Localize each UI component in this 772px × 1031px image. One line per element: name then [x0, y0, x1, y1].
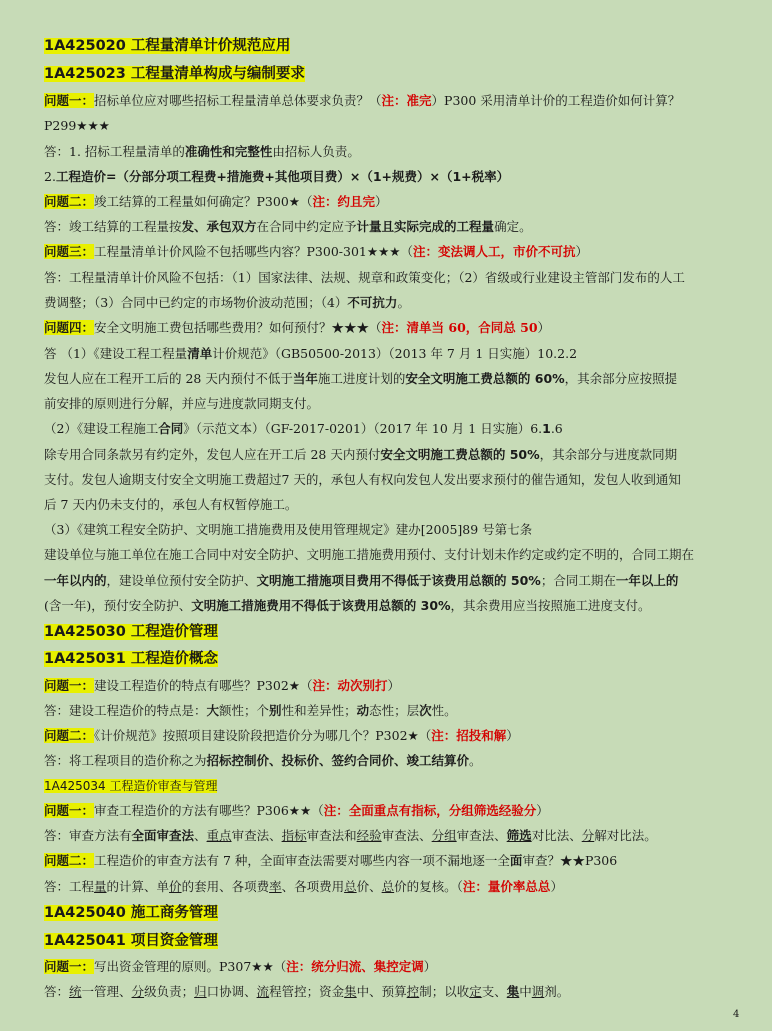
bold-text: 安全文明施工费总额的 60% [405, 371, 565, 386]
text-span: 答：审查方法有 [44, 828, 132, 843]
question-label: 问题一： [44, 803, 95, 818]
underlined-text: 归 [194, 984, 207, 999]
answer-line [44, 294, 756, 311]
bold-text: 当年 [292, 371, 318, 386]
text-span: 答 （1）《建设工程工程量 [44, 346, 188, 361]
subsection-heading [44, 932, 756, 950]
text-span: 前安排的原则进行分解，并应与进度款同期支付。 [44, 396, 320, 411]
question-line [44, 319, 756, 336]
bold-text: 次 [419, 703, 432, 718]
text-span: 审查法、 [456, 828, 507, 843]
bold-text: 发、承包双方 [181, 219, 257, 234]
section-heading [44, 37, 756, 55]
text-span: 制；以收 [419, 984, 470, 999]
bold-text: 文明施工措施费用不得低于该费用总额的 30% [191, 598, 451, 613]
question-text: 《计价规范》按照项目建设阶段把造价分为哪几个？P302★（ [94, 728, 432, 743]
text-span: 答：工程 [44, 879, 95, 894]
question-line [44, 92, 756, 109]
text-span: 答：将工程项目的造价称之为 [44, 753, 207, 768]
text-span: 答：1. 招标工程量清单的 [44, 144, 185, 159]
question-text: ） [375, 194, 388, 209]
question-line [44, 193, 756, 210]
bold-text: 动 [356, 703, 370, 718]
answer-line [44, 878, 756, 895]
text-span: 性和差异性； [281, 703, 357, 718]
heading-text: 1A425034 工程造价审查与管理 [44, 779, 218, 793]
question-text: ） [506, 728, 519, 743]
subsection-heading [44, 650, 756, 668]
text-span: 答：竣工结算的工程量按 [44, 219, 182, 234]
page-number: 4 [733, 1009, 740, 1020]
question-text: 竣工结算的工程量如何确定？P300★（ [94, 194, 313, 209]
text-span: 口协调、 [206, 984, 257, 999]
question-text: ） [536, 803, 549, 818]
text-span: 、各项费用 [281, 879, 345, 894]
text-span: 价、 [356, 879, 382, 894]
answer-line [44, 471, 756, 488]
mnemonic-note: 注：动次别打 [312, 678, 388, 693]
question-label: 问题一： [44, 678, 95, 693]
question-label: 问题一： [44, 959, 95, 974]
text-span: 建设单位与施工单位在施工合同中对安全防护、文明施工措施费用预付、支付计划未作约定或约定不明的，合同工期在 [44, 547, 695, 562]
text-span: 的套用、各项费 [181, 879, 270, 894]
text-span: 价的复核。（ [394, 879, 463, 894]
section-heading [44, 623, 756, 641]
text-span: 除专用合同条款另有约定外，发包人应在开工后 28 天内预付 [44, 447, 381, 462]
question-text: ） [387, 678, 401, 693]
heading-text: 1A425030 工程造价管理 [44, 624, 218, 640]
mnemonic-note: 注：准完 [381, 93, 432, 108]
bold-text: 文明施工措施项目费用不得低于该费用总额的 50% [256, 573, 541, 588]
text-span: 性。 [431, 703, 457, 718]
text-span: 答：建设工程造价的特点是： [44, 703, 207, 718]
underlined-text: 总 [344, 879, 357, 894]
text-span: 一管理、 [81, 984, 132, 999]
text-span: 由招标人负责。 [272, 144, 360, 159]
text-line [44, 117, 756, 134]
answer-line [44, 572, 756, 589]
text-span: 确定。 [494, 219, 532, 234]
question-text: 招标单位应对哪些招标工程量清单总体要求负责？（ [94, 93, 382, 108]
heading-text: 1A425023 工程量清单构成与编制要求 [44, 66, 305, 82]
question-text: 审查工程造价的方法有哪些？P306★★（ [94, 803, 324, 818]
mnemonic-note: 注：统分归流、集控定调 [286, 959, 424, 974]
mnemonic-note: 注：约且完 [312, 194, 376, 209]
bold-underlined-text: 筛选 [506, 828, 532, 843]
text-span: 额性；个 [219, 703, 270, 718]
question-text: 建设工程造价的特点有哪些？P302★（ [94, 678, 313, 693]
bold-text: 全面审查法 [131, 828, 195, 843]
text-span: 2. [44, 169, 56, 184]
question-line [44, 243, 756, 260]
mnemonic-note: 注：招投和解 [431, 728, 507, 743]
question-label: 问题四： [44, 320, 95, 335]
heading-text: 1A425040 施工商务管理 [44, 905, 218, 921]
underlined-text: 分组 [431, 828, 457, 843]
answer-line [44, 827, 756, 844]
answer-line [44, 395, 756, 412]
bold-text: 别 [269, 703, 282, 718]
text-span: 支付。发包人逾期支付安全文明施工费超过7 天的，承包人有权向发包人发出要求预付的催告通知，发包人收到通知 [44, 472, 681, 487]
bold-text: 清单 [187, 346, 213, 361]
text-span: P299★★★ [44, 118, 110, 133]
heading-text: 1A425020 工程量清单计价规范应用 [44, 38, 291, 54]
answer-line [44, 546, 756, 563]
text-span: 中 [519, 984, 532, 999]
bold-text: 准确性和完整性 [184, 144, 273, 159]
mnemonic-note: 注：清单当 60，合同总 50 [381, 320, 538, 335]
question-text: 工程量清单计价风险不包括哪些内容？P300-301★★★（ [94, 244, 413, 259]
bold-text: 1 [542, 421, 551, 436]
question-text: 安全文明施工费包括哪些费用？如何预付？★★★（ [94, 320, 382, 335]
bold-text: 一年以内的 [44, 573, 107, 588]
text-span: 答： [44, 984, 70, 999]
heading-text: 1A425031 工程造价概念 [44, 651, 218, 667]
mnemonic-note: 注：全面重点有指标，分组筛选经验分 [323, 803, 537, 818]
bold-text: 大 [206, 703, 220, 718]
answer-line [44, 496, 756, 513]
text-span: ） [550, 879, 563, 894]
underlined-text: 总 [381, 879, 395, 894]
answer-line [44, 168, 756, 185]
text-span: 对比法、 [531, 828, 582, 843]
answer-line [44, 269, 756, 286]
question-line [44, 727, 756, 744]
answer-line [44, 597, 756, 614]
text-span: ，其余部分与进度款同期 [539, 447, 678, 462]
underlined-text: 经验 [356, 828, 382, 843]
question-line [44, 958, 756, 975]
answer-line [44, 143, 756, 160]
underlined-text: 分 [131, 984, 145, 999]
section-heading [44, 904, 756, 922]
text-span: 支、 [481, 984, 507, 999]
bold-text: 计量且实际完成的工程量 [356, 219, 495, 234]
underlined-text: 调 [531, 984, 545, 999]
text-span: 审查法、 [381, 828, 432, 843]
answer-line [44, 702, 756, 719]
answer-line [44, 752, 756, 769]
subsection-heading [44, 777, 756, 795]
text-span: 审查法和 [306, 828, 357, 843]
text-span: 。 [469, 753, 482, 768]
bold-text: 不可抗力 [347, 295, 398, 310]
question-line [44, 852, 756, 869]
answer-line [44, 983, 756, 1000]
text-span: 的计算、单 [106, 879, 170, 894]
question-text: ） [537, 320, 551, 335]
text-span: ，其余部分应按照提 [564, 371, 678, 386]
bold-text: 合同 [158, 421, 184, 436]
question-text: 工程造价的审查方法有 7 种，全面审查法需要对哪些内容一项不漏地逐一全 [94, 853, 510, 868]
underlined-text: 重点 [206, 828, 232, 843]
question-text: ） [423, 959, 437, 974]
answer-line [44, 370, 756, 387]
text-span: 审查法、 [231, 828, 282, 843]
underlined-text: 量 [94, 879, 107, 894]
answer-line [44, 521, 756, 538]
text-span: （2）《建设工程施工 [44, 421, 159, 436]
text-span: 答：工程量清单计价风险不包括：（1）国家法律、法规、规章和政策变化；（2）省级或行业建设主管部门发布的人工 [44, 270, 685, 285]
answer-line [44, 345, 756, 362]
question-label: 问题三： [44, 244, 95, 259]
text-span: 发包人应在工程开工后的 28 天内预付不低于 [44, 371, 293, 386]
question-label: 问题二： [44, 728, 95, 743]
text-span: 、 [194, 828, 207, 843]
text-span: 。 [397, 295, 410, 310]
underlined-text: 集 [344, 984, 357, 999]
answer-line [44, 446, 756, 463]
bold-text: 招标控制价、投标价、签约合同价、竣工结算价 [206, 753, 470, 768]
text-span: 中、预算 [356, 984, 407, 999]
text-span: 费调整；（3）合同中已约定的市场物价波动范围；（4） [44, 295, 348, 310]
question-text: 审查？★★P306 [522, 853, 618, 868]
text-span: 后 7 天内仍未支付的，承包人有权暂停施工。 [44, 497, 298, 512]
text-span: (含一年)，预付安全防护、 [44, 598, 192, 613]
underlined-text: 指标 [281, 828, 307, 843]
bold-text: 一年以上的 [615, 573, 679, 588]
text-span: ，建设单位预付安全防护、 [106, 573, 257, 588]
text-span: ；合同工期在 [540, 573, 616, 588]
underlined-text: 价 [169, 879, 182, 894]
text-span: 》（示范文本）（GF-2017-0201）（2017 年 10 月 1 日实施）6. [183, 421, 543, 436]
underlined-text: 流 [256, 984, 270, 999]
text-span: 在合同中约定应予 [256, 219, 357, 234]
underlined-text: 控 [406, 984, 420, 999]
question-text: ） [575, 244, 589, 259]
question-line [44, 802, 756, 819]
bold-text: 面 [509, 853, 523, 868]
underlined-text: 统 [69, 984, 82, 999]
text-span: 计价规范》（GB50500-2013）（2013 年 7 月 1 日实施）10.2.2 [212, 346, 578, 361]
text-span: 级负责； [144, 984, 195, 999]
underlined-text: 率 [269, 879, 282, 894]
answer-line [44, 420, 756, 437]
underlined-text: 分 [581, 828, 595, 843]
underlined-text: 定 [469, 984, 482, 999]
answer-line [44, 218, 756, 235]
text-span: 态性；层 [369, 703, 420, 718]
question-label: 问题二： [44, 194, 95, 209]
text-span: 施工进度计划的 [317, 371, 406, 386]
text-span: （3）《建筑工程安全防护、文明施工措施费用及使用管理规定》建办[2005]89 号第七条 [44, 522, 533, 537]
question-label: 问题一： [44, 93, 95, 108]
text-span: ，其余费用应当按照施工进度支付。 [450, 598, 651, 613]
text-span: 程管控；资金 [269, 984, 345, 999]
bold-text: 工程造价=（分部分项工程费+措施费+其他项目费）×（1+规费）×（1+税率） [55, 169, 510, 184]
bold-text: 安全文明施工费总额的 50% [380, 447, 540, 462]
question-text: ）P300 采用清单计价的工程造价如何计算？ [431, 93, 681, 108]
text-span: .6 [550, 421, 563, 436]
question-text: 写出资金管理的原则。P307★★（ [94, 959, 287, 974]
subsection-heading [44, 65, 756, 83]
text-span: 剂。 [544, 984, 570, 999]
text-span: 解对比法。 [594, 828, 657, 843]
heading-text: 1A425041 项目资金管理 [44, 933, 218, 949]
question-label: 问题二： [44, 853, 95, 868]
question-line [44, 677, 756, 694]
bold-underlined-text: 集 [506, 984, 520, 999]
mnemonic-note: 注：变法调人工，市价不可抗 [413, 244, 576, 259]
mnemonic-note: 注：量价率总总 [462, 879, 551, 894]
